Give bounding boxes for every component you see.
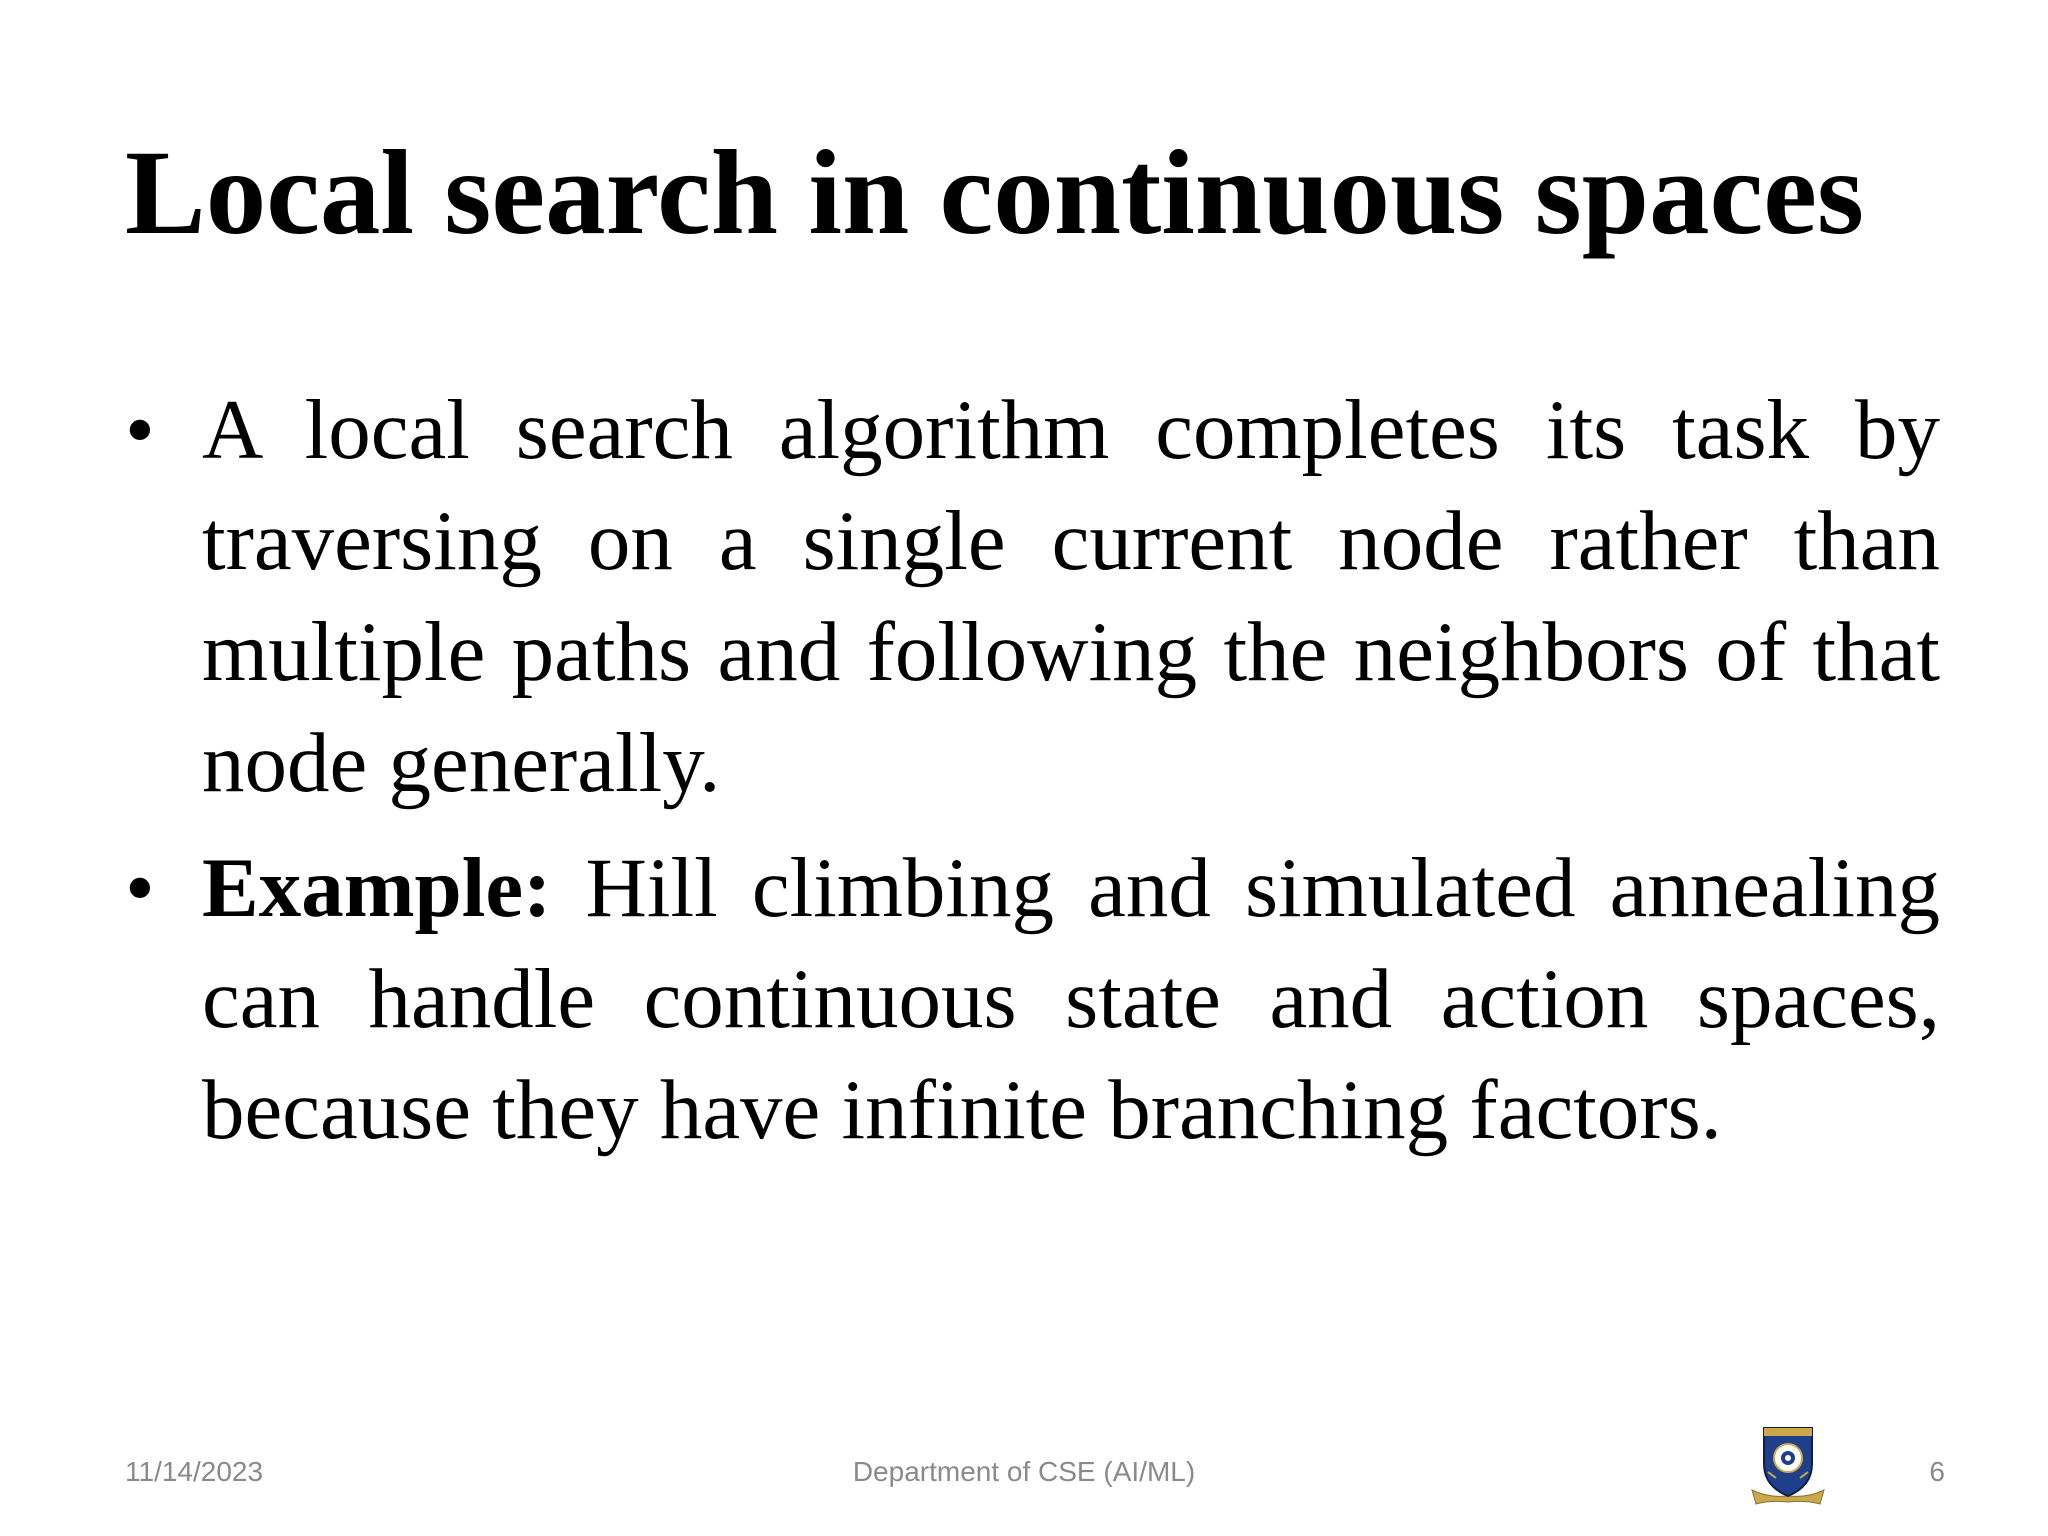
bullet-text: Hill climbing and simulated annealing can handle continuous state and action spaces, because they have infinite branching factors.: [202, 841, 1940, 1157]
footer-page-number: 6: [1929, 1456, 1945, 1487]
bullet-lead-bold: Example:: [202, 841, 552, 935]
bullet-marker: •: [125, 841, 155, 935]
slide-body: [125, 375, 1940, 1180]
bullet-item: [125, 833, 1940, 1166]
bullet-text: A local search algorithm completes its task by traversing on a single current node rather than multiple paths and following the neighbors of that node generally.: [202, 383, 1940, 810]
college-crest-icon: [1748, 1420, 1828, 1510]
bullet-item: [125, 375, 1940, 819]
slide-title: Local search in continuous spaces: [125, 126, 1865, 260]
footer-date: 11/14/2023: [125, 1456, 264, 1487]
footer-department: Department of CSE (AI/ML): [852, 1456, 1196, 1487]
bullet-marker: •: [125, 383, 155, 477]
